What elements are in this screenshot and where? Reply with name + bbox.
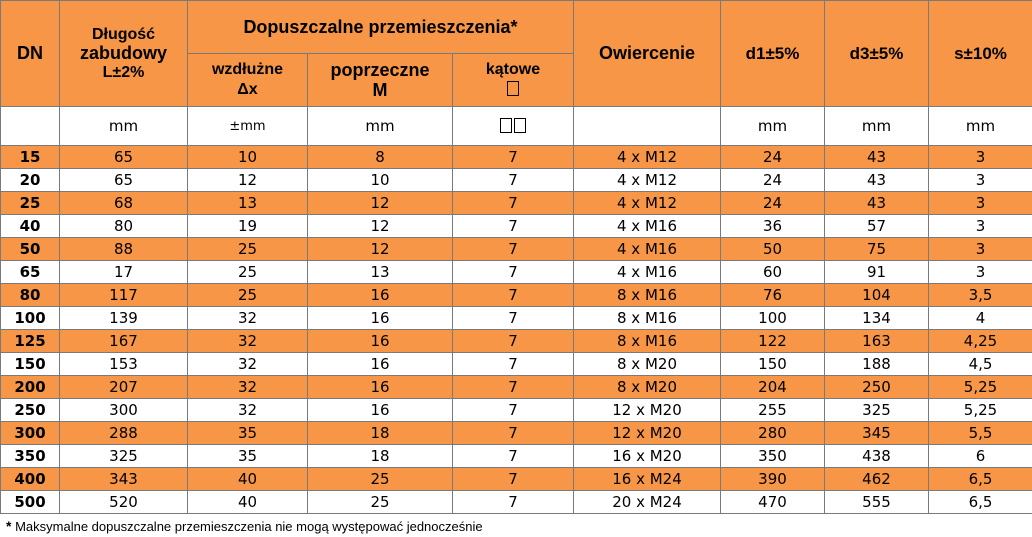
unit-poprzeczne: mm [308,107,453,146]
cell-poprzeczne: 18 [308,422,453,445]
cell-poprzeczne: 8 [308,146,453,169]
cell-poprzeczne: 12 [308,215,453,238]
cell-poprzeczne: 12 [308,238,453,261]
cell-d3: 134 [825,307,929,330]
header-dopuszczalne-przemieszczenia: Dopuszczalne przemieszczenia* [188,1,574,54]
cell-dn: 80 [1,284,60,307]
cell-poprzeczne: 16 [308,376,453,399]
header-dlugosc-line1: Długość [91,26,156,43]
header-katowe-line1: kątowe [485,61,541,78]
unit-owiercenie [574,107,721,146]
cell-katowe: 7 [453,491,574,514]
cell-katowe: 7 [453,238,574,261]
cell-poprzeczne: 16 [308,353,453,376]
cell-katowe: 7 [453,307,574,330]
cell-poprzeczne: 13 [308,261,453,284]
angle-symbol-icon [453,80,573,100]
cell-wzdluzne: 40 [188,491,308,514]
header-wzdluzne-line1: wzdłużne [211,61,284,78]
unit-s: mm [929,107,1032,146]
cell-dn: 500 [1,491,60,514]
cell-wzdluzne: 35 [188,422,308,445]
cell-poprzeczne: 25 [308,491,453,514]
table-row [1,330,1032,353]
cell-dlugosc: 65 [60,169,188,192]
cell-s: 3 [929,261,1032,284]
cell-dlugosc: 207 [60,376,188,399]
cell-d1: 60 [721,261,825,284]
footnote-star: * [6,518,12,534]
cell-poprzeczne: 12 [308,192,453,215]
cell-d3: 91 [825,261,929,284]
table-row [1,445,1032,468]
table-row [1,353,1032,376]
header-owiercenie: Owiercenie [574,1,721,107]
cell-owiercenie: 4 x M16 [574,215,721,238]
cell-dn: 65 [1,261,60,284]
table-row [1,192,1032,215]
cell-dlugosc: 520 [60,491,188,514]
cell-poprzeczne: 16 [308,330,453,353]
cell-dlugosc: 117 [60,284,188,307]
cell-d1: 150 [721,353,825,376]
cell-d1: 390 [721,468,825,491]
table-body [1,146,1032,514]
cell-d3: 43 [825,146,929,169]
cell-s: 5,5 [929,422,1032,445]
table-row [1,261,1032,284]
cell-d1: 470 [721,491,825,514]
cell-d3: 163 [825,330,929,353]
cell-poprzeczne: 16 [308,307,453,330]
cell-d1: 100 [721,307,825,330]
cell-wzdluzne: 25 [188,284,308,307]
cell-owiercenie: 8 x M20 [574,353,721,376]
unit-wzdluzne: ±mm [188,107,308,146]
cell-dn: 250 [1,399,60,422]
header-dn: DN [1,1,60,107]
cell-wzdluzne: 25 [188,261,308,284]
table-row [1,307,1032,330]
cell-wzdluzne: 19 [188,215,308,238]
unit-d3: mm [825,107,929,146]
cell-owiercenie: 4 x M16 [574,261,721,284]
cell-dn: 400 [1,468,60,491]
header-katowe [453,54,574,107]
header-d1: d1±5% [721,1,825,107]
cell-s: 4,25 [929,330,1032,353]
cell-dlugosc: 153 [60,353,188,376]
cell-katowe: 7 [453,284,574,307]
cell-s: 4,5 [929,353,1032,376]
cell-d1: 204 [721,376,825,399]
cell-dlugosc: 17 [60,261,188,284]
cell-d1: 350 [721,445,825,468]
cell-dn: 25 [1,192,60,215]
cell-owiercenie: 4 x M12 [574,192,721,215]
cell-d1: 24 [721,169,825,192]
cell-dn: 50 [1,238,60,261]
header-s: s±10% [929,1,1032,107]
unit-dn [1,107,60,146]
cell-dn: 150 [1,353,60,376]
table-row [1,491,1032,514]
cell-s: 6,5 [929,468,1032,491]
cell-owiercenie: 12 x M20 [574,422,721,445]
cell-wzdluzne: 12 [188,169,308,192]
cell-wzdluzne: 32 [188,330,308,353]
cell-s: 4 [929,307,1032,330]
cell-katowe: 7 [453,215,574,238]
cell-wzdluzne: 13 [188,192,308,215]
cell-dn: 100 [1,307,60,330]
cell-katowe: 7 [453,422,574,445]
cell-d3: 75 [825,238,929,261]
cell-dlugosc: 288 [60,422,188,445]
cell-poprzeczne: 16 [308,284,453,307]
cell-owiercenie: 20 x M24 [574,491,721,514]
header-dlugosc-line2: zabudowy [79,43,167,63]
table-row [1,399,1032,422]
cell-d3: 57 [825,215,929,238]
cell-owiercenie: 8 x M20 [574,376,721,399]
cell-wzdluzne: 32 [188,353,308,376]
table-row [1,215,1032,238]
table-row [1,146,1032,169]
cell-wzdluzne: 32 [188,307,308,330]
cell-dlugosc: 325 [60,445,188,468]
cell-d3: 188 [825,353,929,376]
cell-katowe: 7 [453,445,574,468]
cell-owiercenie: 8 x M16 [574,307,721,330]
cell-d3: 250 [825,376,929,399]
cell-katowe: 7 [453,376,574,399]
cell-poprzeczne: 10 [308,169,453,192]
cell-s: 3 [929,169,1032,192]
cell-s: 3 [929,192,1032,215]
cell-s: 3,5 [929,284,1032,307]
cell-d3: 438 [825,445,929,468]
cell-dlugosc: 139 [60,307,188,330]
cell-poprzeczne: 16 [308,399,453,422]
cell-d1: 24 [721,146,825,169]
cell-dn: 300 [1,422,60,445]
cell-owiercenie: 16 x M20 [574,445,721,468]
cell-dn: 40 [1,215,60,238]
cell-d3: 43 [825,192,929,215]
header-poprzeczne [308,54,453,107]
cell-dlugosc: 68 [60,192,188,215]
footnote [6,518,483,534]
cell-d3: 462 [825,468,929,491]
cell-wzdluzne: 32 [188,399,308,422]
cell-owiercenie: 16 x M24 [574,468,721,491]
cell-dlugosc: 343 [60,468,188,491]
header-poprzeczne-line1: poprzeczne [330,60,430,80]
unit-d1: mm [721,107,825,146]
cell-katowe: 7 [453,330,574,353]
cell-wzdluzne: 40 [188,468,308,491]
cell-dn: 15 [1,146,60,169]
cell-s: 5,25 [929,399,1032,422]
cell-d1: 50 [721,238,825,261]
cell-s: 6,5 [929,491,1032,514]
cell-s: 5,25 [929,376,1032,399]
cell-dlugosc: 300 [60,399,188,422]
footnote-text: Maksymalne dopuszczalne przemieszczenia nie mogą występować jednocześnie [15,519,483,534]
cell-katowe: 7 [453,261,574,284]
cell-d3: 555 [825,491,929,514]
cell-s: 3 [929,146,1032,169]
cell-owiercenie: 4 x M12 [574,146,721,169]
cell-d3: 345 [825,422,929,445]
table-row [1,169,1032,192]
cell-katowe: 7 [453,169,574,192]
cell-poprzeczne: 18 [308,445,453,468]
cell-d1: 36 [721,215,825,238]
cell-katowe: 7 [453,399,574,422]
header-wzdluzne-line2: Δx [237,81,258,98]
cell-d3: 325 [825,399,929,422]
cell-d1: 122 [721,330,825,353]
cell-s: 6 [929,445,1032,468]
cell-owiercenie: 4 x M16 [574,238,721,261]
cell-d3: 104 [825,284,929,307]
table-row [1,376,1032,399]
cell-s: 3 [929,215,1032,238]
cell-dlugosc: 88 [60,238,188,261]
cell-wzdluzne: 10 [188,146,308,169]
cell-dlugosc: 167 [60,330,188,353]
cell-owiercenie: 8 x M16 [574,284,721,307]
cell-owiercenie: 12 x M20 [574,399,721,422]
cell-katowe: 7 [453,353,574,376]
unit-katowe-degree-icon [453,107,574,146]
cell-d1: 280 [721,422,825,445]
cell-poprzeczne: 25 [308,468,453,491]
cell-d1: 24 [721,192,825,215]
cell-s: 3 [929,238,1032,261]
cell-dn: 125 [1,330,60,353]
header-wzdluzne [188,54,308,107]
cell-dn: 20 [1,169,60,192]
unit-dlugosc: mm [60,107,188,146]
table-row [1,422,1032,445]
cell-wzdluzne: 25 [188,238,308,261]
cell-d1: 255 [721,399,825,422]
header-poprzeczne-line2: M [372,80,388,100]
cell-owiercenie: 8 x M16 [574,330,721,353]
cell-katowe: 7 [453,146,574,169]
cell-wzdluzne: 32 [188,376,308,399]
header-d3: d3±5% [825,1,929,107]
table-row [1,284,1032,307]
cell-dlugosc: 65 [60,146,188,169]
cell-dlugosc: 80 [60,215,188,238]
cell-d3: 43 [825,169,929,192]
table-row [1,238,1032,261]
header-dlugosc-zabudowy [60,1,188,107]
cell-katowe: 7 [453,192,574,215]
cell-wzdluzne: 35 [188,445,308,468]
cell-katowe: 7 [453,468,574,491]
cell-dn: 200 [1,376,60,399]
table-row [1,468,1032,491]
cell-dn: 350 [1,445,60,468]
header-dlugosc-line3: L±2% [102,64,145,81]
cell-owiercenie: 4 x M12 [574,169,721,192]
cell-d1: 76 [721,284,825,307]
